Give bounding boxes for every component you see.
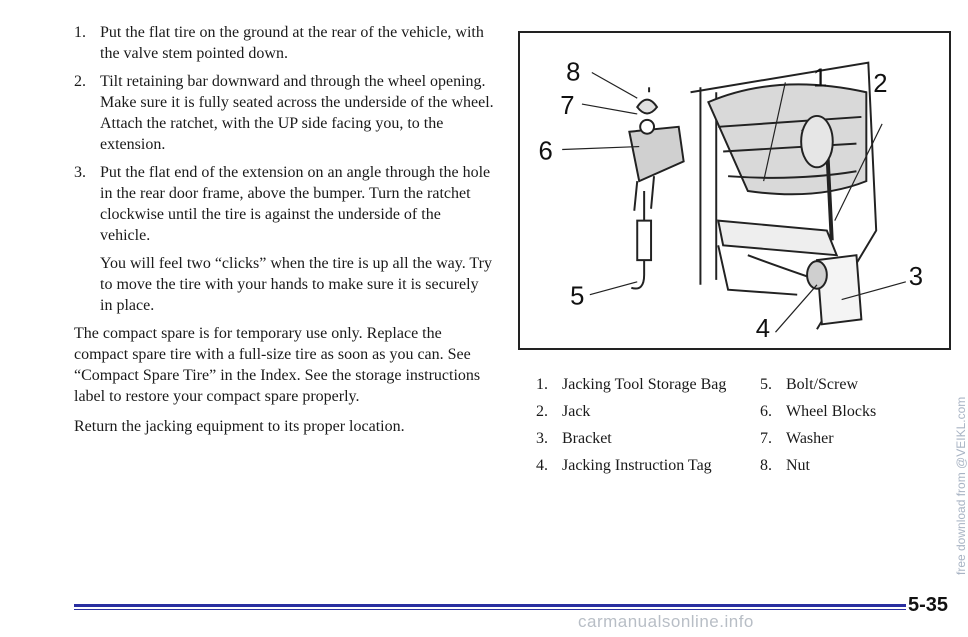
step-3 <box>74 162 494 246</box>
download-watermark <box>940 345 968 575</box>
illustration-svg <box>520 33 949 348</box>
legend-number: 8. <box>760 457 772 474</box>
step-number: 2. <box>74 73 86 90</box>
callout-1: 1 <box>813 64 828 93</box>
callout-2: 2 <box>873 70 888 99</box>
legend-label: Jacking Tool Storage Bag <box>562 376 727 393</box>
legend-item <box>536 375 736 395</box>
step-2 <box>74 71 494 155</box>
legend-number: 7. <box>760 430 772 447</box>
legend-label: Washer <box>786 430 834 447</box>
legend-label: Bracket <box>562 430 612 447</box>
step-number: 3. <box>74 164 86 181</box>
page-number: 5-35 <box>907 594 948 616</box>
site-watermark: carmanualsonline.info <box>578 612 754 631</box>
legend-label: Jack <box>562 403 591 420</box>
legend-right <box>760 375 920 483</box>
step-3-note: You will feel two “clicks” when the tire is up all the way. Try to move the tire with your hands to make sure it is securely in place. <box>100 255 492 314</box>
legend-label: Jacking Instruction Tag <box>562 457 712 474</box>
legend-number: 4. <box>536 457 548 474</box>
footer-rule-thin <box>74 609 906 610</box>
callout-5: 5 <box>570 282 585 311</box>
legend-item <box>760 456 920 476</box>
return-equipment-paragraph: Return the jacking equipment to its proper location. <box>74 418 405 435</box>
legend-number: 1. <box>536 376 548 393</box>
callout-8: 8 <box>566 58 581 87</box>
legend-number: 2. <box>536 403 548 420</box>
instructions-column <box>74 22 494 446</box>
callout-6: 6 <box>538 137 553 166</box>
legend-item <box>536 456 736 476</box>
compact-spare-paragraph: The compact spare is for temporary use only. Replace the compact spare tire with a full-size tire as soon as you can. See “Compact Spare Tire” in the Index. See the storage instructions label to restore your compact spare properly. <box>74 325 481 405</box>
watermark-text: free download from @VEIKL.com <box>954 396 968 575</box>
legend-item <box>760 402 920 422</box>
step-1 <box>74 22 494 64</box>
legend-item <box>536 429 736 449</box>
legend-number: 6. <box>760 403 772 420</box>
legend-left <box>536 375 736 483</box>
legend-item <box>760 375 920 395</box>
footer-rule <box>74 604 906 607</box>
legend-label: Wheel Blocks <box>786 403 877 420</box>
step-text: Put the flat tire on the ground at the rear of the vehicle, with the valve stem pointed down. <box>100 24 484 62</box>
step-number: 1. <box>74 24 86 41</box>
legend-number: 3. <box>536 430 548 447</box>
callout-7: 7 <box>560 91 575 120</box>
callout-3: 3 <box>908 262 924 291</box>
jack-storage-illustration <box>518 31 951 350</box>
illustration-drawing <box>629 63 876 330</box>
legend-item <box>760 429 920 449</box>
legend-item <box>536 402 736 422</box>
callout-4: 4 <box>755 315 771 344</box>
step-text: Put the flat end of the extension on an angle through the hole in the rear door frame, above the bumper. Turn the ratchet clockwise until the tire is against the underside of the vehicle. <box>100 164 491 244</box>
legend-number: 5. <box>760 376 772 393</box>
legend-label: Nut <box>786 457 810 474</box>
step-text: Tilt retaining bar downward and through the wheel opening. Make sure it is fully seated across the underside of the wheel. Attach the ratchet, with the UP side facing you, to the extension. <box>100 73 494 153</box>
legend-label: Bolt/Screw <box>786 376 858 393</box>
